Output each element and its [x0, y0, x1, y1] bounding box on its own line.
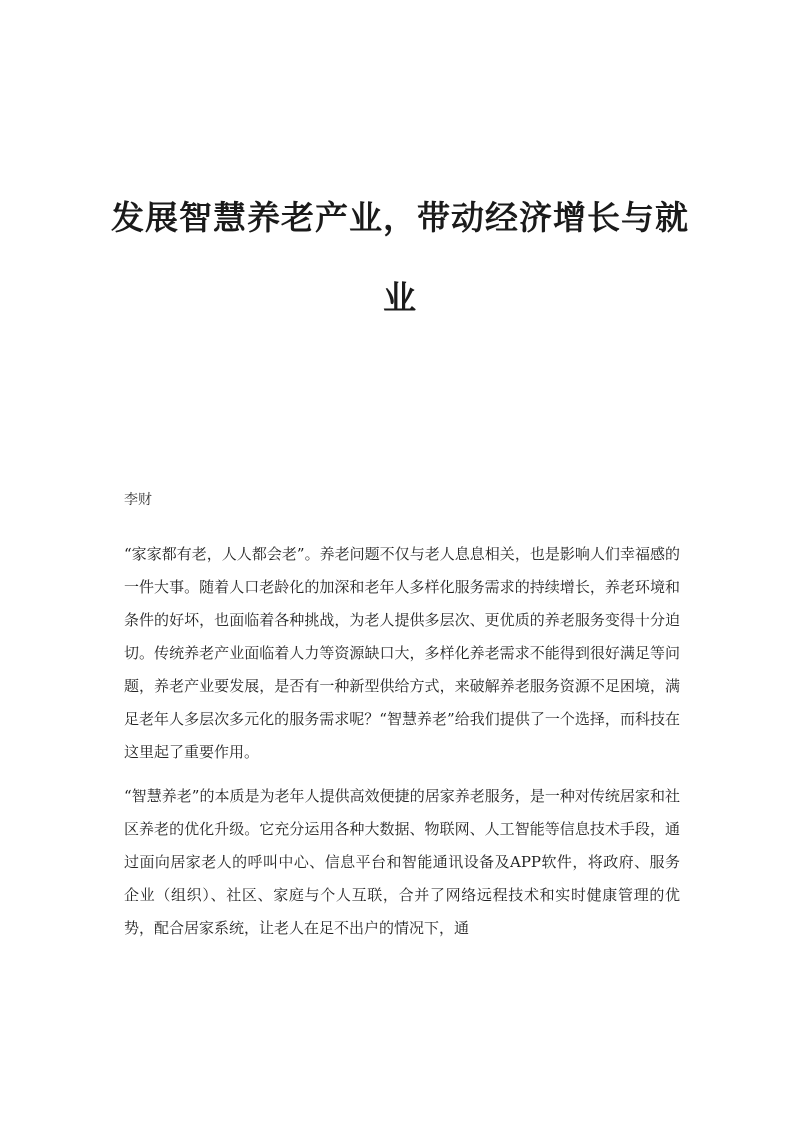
author-name: 李财	[124, 492, 152, 508]
paragraph-1: “家家都有老，人人都会老”。养老问题不仅与老人息息相关，也是影响人们幸福感的一件大事。随着人口老龄化的加深和老年人多样化服务需求的持续增长，养老环境和条件的好坏，也面临着各种挑战，为老人提供多层次、更优质的养老服务变得十分迫切。传统养老产业面临着人力等资源缺口大，多样化养老需求不能得到很好满足等问题，养老产业要发展，是否有一种新型供给方式，来破解养老服务资源不足困境，满足老年人多层次多元化的服务需求呢？“智慧养老”给我们提供了一个选择，而科技在这里起了重要作用。	[124, 545, 680, 761]
paragraph-2: “智慧养老”的本质是为老年人提供高效便捷的居家养老服务，是一种对传统居家和社区养老的优化升级。它充分运用各种大数据、物联网、人工智能等信息技术手段，通过面向居家老人的呼叫中心、信息平台和智能通讯设备及APP软件，将政府、服务企业（组织）、社区、家庭与个人互联，合并了网络远程技术和实时健康管理的优势，配合居家系统，让老人在足不出户的情况下，通	[124, 787, 680, 937]
body-text	[124, 538, 680, 956]
document-title: 发展智慧养老产业，带动经济增长与就业	[111, 198, 689, 317]
